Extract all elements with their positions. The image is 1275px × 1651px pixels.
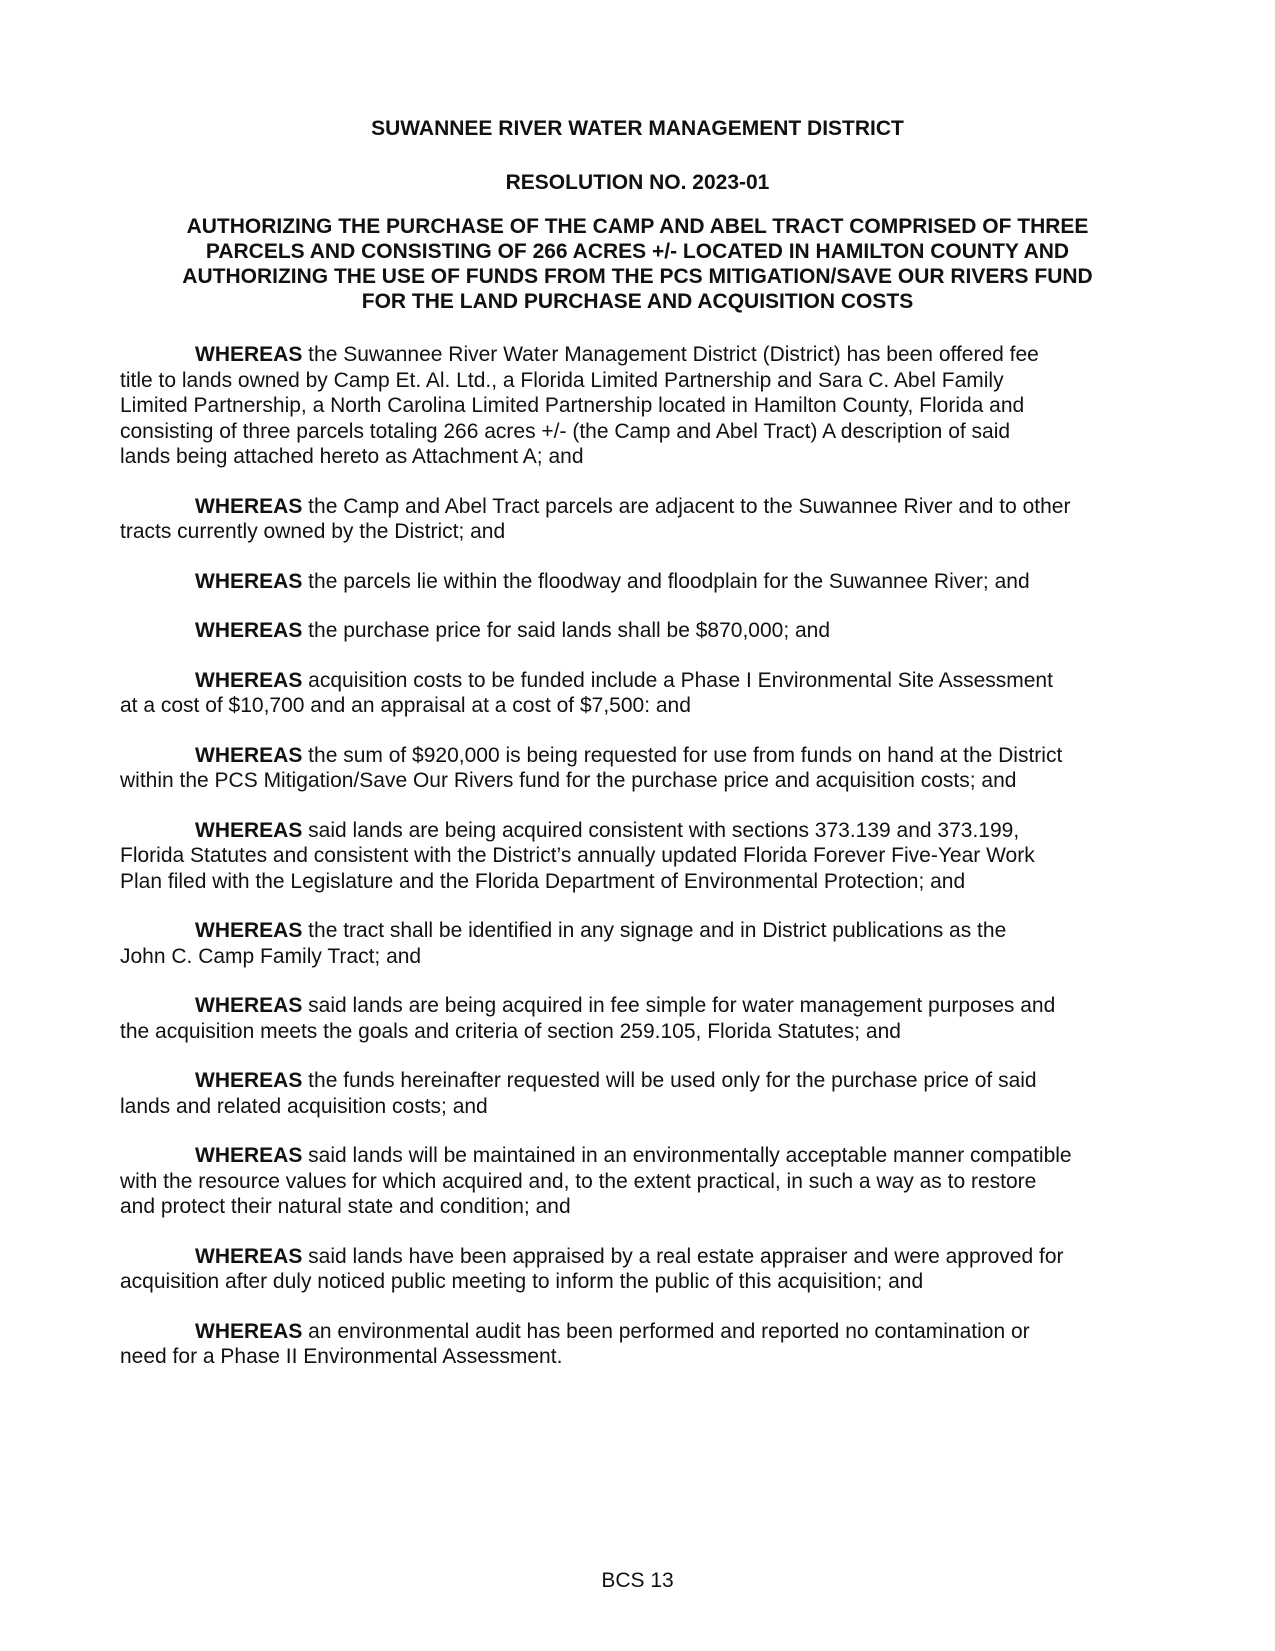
paragraph-line	[120, 743, 1165, 769]
paragraph-line	[120, 1143, 1165, 1169]
clause-text: the sum of $920,000 is being requested for use from funds on hand at the District	[302, 743, 1063, 767]
page-footer: BCS 13	[601, 1569, 674, 1592]
paragraph-line: within the PCS Mitigation/Save Our Rivers fund for the purchase price and acquisition costs; and	[120, 769, 1017, 792]
whereas-keyword: WHEREAS	[195, 1069, 303, 1092]
paragraph-line	[120, 1319, 1165, 1345]
paragraph-line: Limited Partnership, a North Carolina Limited Partnership located in Hamilton County, Florida and	[120, 394, 1025, 417]
organization-heading: SUWANNEE RIVER WATER MANAGEMENT DISTRICT	[371, 117, 904, 140]
whereas-paragraph	[120, 1143, 1165, 1220]
paragraph-line	[120, 342, 1165, 368]
whereas-paragraph	[120, 494, 1165, 545]
whereas-paragraph	[120, 668, 1165, 719]
whereas-keyword: WHEREAS	[195, 1244, 303, 1268]
whereas-clauses	[120, 342, 1165, 1394]
whereas-keyword: WHEREAS	[195, 1319, 303, 1343]
paragraph-line: John C. Camp Family Tract; and	[120, 944, 422, 968]
clause-text: said lands will be maintained in an environmentally acceptable manner compatible	[302, 1144, 1072, 1167]
paragraph-line: Plan filed with the Legislature and the Florida Department of Environmental Protection; and	[120, 869, 966, 893]
paragraph-line	[120, 569, 1165, 595]
clause-text: said lands are being acquired in fee simple for water management purposes and	[302, 994, 1056, 1017]
title-line: PARCELS AND CONSISTING OF 266 ACRES +/- LOCATED IN HAMILTON COUNTY AND	[205, 240, 1070, 263]
paragraph-line: title to lands owned by Camp Et. Al. Ltd., a Florida Limited Partnership and Sara C. Abel Family	[120, 368, 1004, 392]
whereas-paragraph	[120, 342, 1165, 470]
whereas-paragraph	[120, 618, 1165, 644]
paragraph-line: need for a Phase II Environmental Assessment.	[120, 1345, 563, 1368]
whereas-keyword: WHEREAS	[195, 743, 303, 767]
title-line: AUTHORIZING THE PURCHASE OF THE CAMP AND ABEL TRACT COMPRISED OF THREE	[186, 215, 1089, 238]
whereas-keyword: WHEREAS	[195, 668, 303, 692]
whereas-paragraph	[120, 1244, 1165, 1295]
paragraph-line	[120, 918, 1165, 944]
paragraph-line	[120, 818, 1165, 844]
paragraph-line: Florida Statutes and consistent with the District’s annually updated Florida Forever Five-Year Work	[120, 844, 1035, 867]
whereas-paragraph	[120, 818, 1165, 895]
paragraph-line: and protect their natural state and condition; and	[120, 1195, 571, 1218]
resolution-number: RESOLUTION NO. 2023-01	[505, 171, 770, 194]
paragraph-line	[120, 1068, 1165, 1094]
whereas-keyword: WHEREAS	[195, 343, 303, 366]
whereas-keyword: WHEREAS	[195, 818, 303, 842]
clause-text: the tract shall be identified in any signage and in District publications as the	[302, 919, 1007, 942]
paragraph-line	[120, 618, 1165, 644]
paragraph-line	[120, 494, 1165, 520]
whereas-keyword: WHEREAS	[195, 919, 303, 942]
paragraph-line: lands and related acquisition costs; and	[120, 1094, 488, 1118]
paragraph-line	[120, 668, 1165, 694]
clause-text: the Suwannee River Water Management District (District) has been offered fee	[302, 343, 1039, 366]
whereas-paragraph	[120, 743, 1165, 794]
title-line: FOR THE LAND PURCHASE AND ACQUISITION COSTS	[361, 290, 914, 313]
whereas-paragraph	[120, 569, 1165, 595]
paragraph-line: the acquisition meets the goals and criteria of section 259.105, Florida Statutes; and	[120, 1019, 901, 1043]
paragraph-line: acquisition after duly noticed public meeting to inform the public of this acquisition; and	[120, 1270, 924, 1293]
paragraph-line: consisting of three parcels totaling 266 acres +/- (the Camp and Abel Tract) A description of said	[120, 419, 1011, 443]
whereas-paragraph	[120, 993, 1165, 1044]
clause-text: said lands are being acquired consistent with sections 373.139 and 373.199,	[302, 818, 1020, 842]
paragraph-line	[120, 1244, 1165, 1270]
clause-text: the purchase price for said lands shall be $870,000; and	[302, 619, 831, 642]
paragraph-line	[120, 993, 1165, 1019]
whereas-keyword: WHEREAS	[195, 619, 303, 642]
resolution-title	[120, 214, 1155, 314]
title-line: AUTHORIZING THE USE OF FUNDS FROM THE PCS MITIGATION/SAVE OUR RIVERS FUND	[182, 265, 1093, 288]
whereas-keyword: WHEREAS	[195, 569, 303, 593]
paragraph-line: tracts currently owned by the District; and	[120, 520, 506, 543]
whereas-paragraph	[120, 1068, 1165, 1119]
paragraph-line: at a cost of $10,700 and an appraisal at a cost of $7,500: and	[120, 694, 691, 717]
clause-text: said lands have been appraised by a real estate appraiser and were approved for	[302, 1244, 1064, 1268]
clause-text: the Camp and Abel Tract parcels are adjacent to the Suwannee River and to other	[302, 494, 1071, 518]
whereas-paragraph	[120, 918, 1165, 969]
clause-text: an environmental audit has been performed and reported no contamination or	[302, 1319, 1030, 1343]
whereas-paragraph	[120, 1319, 1165, 1370]
whereas-keyword: WHEREAS	[195, 1144, 303, 1167]
whereas-keyword: WHEREAS	[195, 994, 303, 1017]
clause-text: the funds hereinafter requested will be used only for the purchase price of said	[302, 1069, 1037, 1092]
clause-text: the parcels lie within the floodway and floodplain for the Suwannee River; and	[302, 569, 1030, 593]
paragraph-line: with the resource values for which acquired and, to the extent practical, in such a way as to restore	[120, 1169, 1037, 1193]
clause-text: acquisition costs to be funded include a Phase I Environmental Site Assessment	[302, 668, 1053, 692]
paragraph-line: lands being attached hereto as Attachment A; and	[120, 445, 584, 468]
whereas-keyword: WHEREAS	[195, 494, 303, 518]
